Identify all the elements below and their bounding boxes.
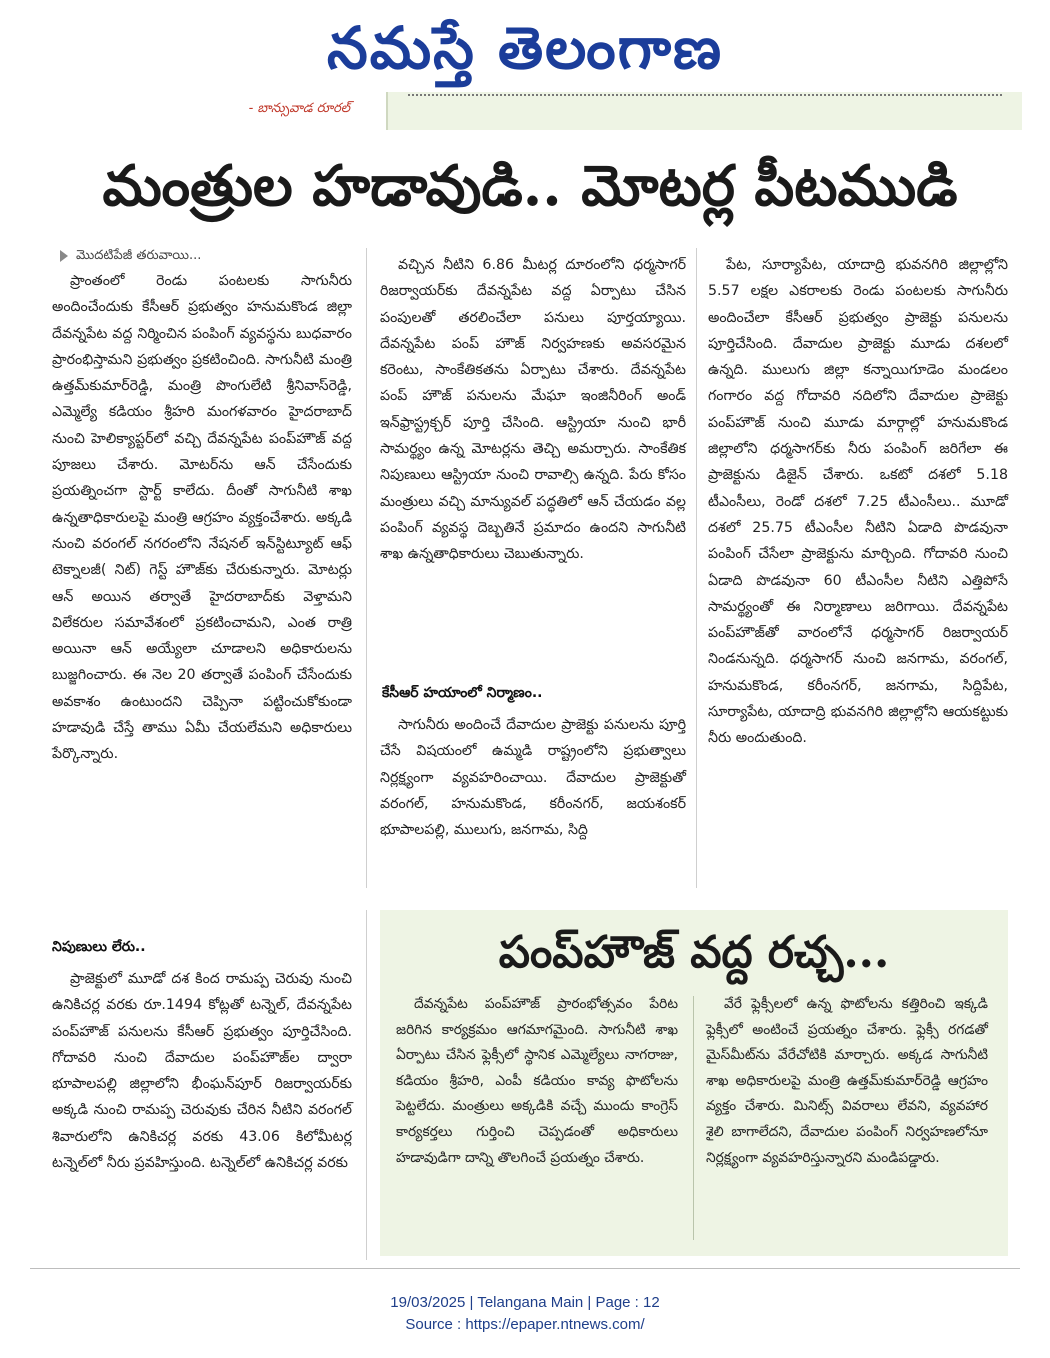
paragraph: వచ్చిన నీటిని 6.86 మీటర్ల దూరంలోని ధర్మసాగర్ రిజర్వాయర్‌కు దేవన్నపేట వద్ద ఏర్పాటు చేసిన పంపులతో తరలించేలా పనులు పూర్తయ్యాయి. దేవన్నపేట పంప్ హౌజ్ నిర్వహణకు అవసరమైన కరెంటు, సాంకేతికతను ఏర్పాటు చేశారు. దేవన్నపేట పంప్ హౌజ్ పనులను మేఘా ఇంజినీరింగ్ అండ్ ఇన్‌ఫ్రాస్ట్రక్చర్ పూర్తి చేసింది. ఆస్ట్రియా నుంచి భారీ సామర్థ్యం ఉన్న మోటర్లను తెచ్చి అమర్చారు. సాంకేతిక నిపుణులు ఆస్ట్రియా నుంచి రావాల్సి ఉన్నది. పేరు కోసం మంత్రులు వచ్చి మాన్యువల్ పద్ధతిలో ఆన్ చేయడం వల్ల పంపింగ్ వ్యవస్థ దెబ్బతినే ప్రమాదం ఉందని సాగునీటి శాఖ ఉన్నతాధికారులు చెబుతున్నారు. xyxy=(380,257,686,563)
dateline: - బాన్సువాడ రూరల్ xyxy=(248,101,350,116)
paragraph: ప్రాజెక్టులో మూడో దశ కింద రామప్ప చెరువు నుంచి ఉనికిచర్ల వరకు రూ.1494 కోట్లతో టన్నెల్, దేవన్నపేట పంప్‌హౌజ్ పనులను కేసీఆర్ ప్రభుత్వం పూర్తిచేసింది. గోదావరి నుంచి దేవాదుల పంప్‌హౌజ్‌ల ద్వారా భూపాలపల్లి జిల్లాలోని భీంఘన్‌పూర్ రిజర్వాయర్‌కు అక్కడి నుంచి రామప్ప చెరువుకు చేరిన నీటిని వరంగల్ శివారులోని ఉనికిచర్ల వరకు 43.06 కిలోమీటర్ల టన్నెల్‌లో నీరు ప్రవహిస్తుంది. టన్నెల్‌లో ఉనికిచర్ల వరకు xyxy=(52,971,352,1172)
column-divider xyxy=(696,248,697,888)
paragraph: సాగునీరు అందించే దేవాదుల ప్రాజెక్టు పనులను పూర్తి చేసే విషయంలో ఉమ్మడి రాష్ట్రంలోని ప్రభుత్వాలు నిర్లక్ష్యంగా వ్యవహరించాయి. దేవాదుల ప్రాజెక్టుతో వరంగల్, హనుమకొండ, కరీంనగర్, జయశంకర్ భూపాలపల్లి, ములుగు, జనగామ, సిద్ది xyxy=(380,717,686,839)
sidebar-box xyxy=(380,910,1008,1256)
article-column-3 xyxy=(708,252,1008,752)
paragraph: దేవన్నపేట పంప్‌హౌజ్ ప్రారంభోత్సవం పేరిట జరిగిన కార్యక్రమం ఆగమాగమైంది. సాగునీటి శాఖ ఏర్పాటు చేసిన ఫ్లెక్సీలో స్థానిక ఎమ్మెల్యేలు నాగరాజు, కడియం శ్రీహరి, ఎంపీ కడియం కావ్య ఫొటోలను పెట్టలేదు. మంత్రులు అక్కడికి వచ్చే ముందు కాంగ్రెస్ కార్యకర్తలు గుర్తించి చెప్పడంతో అధికారులు హడావుడిగా దాన్ని తొలగించే ప్రయత్నం చేశారు. xyxy=(396,996,678,1166)
article-column-2-continued xyxy=(380,712,686,843)
box-headline: పంప్‌హౌజ్ వద్ద రచ్చ... xyxy=(498,927,890,978)
column-divider xyxy=(366,910,367,1260)
clipped-text-edge xyxy=(408,94,1002,100)
paragraph: పేట, సూర్యాపేట, యాదాద్రి భువనగిరి జిల్లాల్లోని 5.57 లక్షల ఎకరాలకు రెండు పంటలకు సాగునీరు అందించేలా కేసీఆర్ ప్రభుత్వం ప్రాజెక్టు పనులను పూర్తిచేసింది. దేవాదుల ప్రాజెక్టు మూడు దశలలో ఉన్నది. ములుగు జిల్లా కన్నాయిగూడెం మండలం గంగారం వద్ద గోదావరి నదిలోని దేవాదుల ప్రాజెక్టు పంప్‌హౌజ్ నుంచి మూడు మార్గాల్లో హనుమకొండ జిల్లాలోని ధర్మసాగర్‌కు నీరు పంపింగ్ జరిగేలా ఈ ప్రాజెక్టును డిజైన్ చేశారు. ఒకటో దశలో 5.18 టీఎంసీలు, రెండో దశలో 7.25 టీఎంసీలు.. మూడో దశలో 25.75 టీఎంసీల నీటిని ఏడాది పొడవునా పంపింగ్ చేసేలా ప్రాజెక్టును మార్చింది. గోదావరి నుంచి ఏడాది పొడవునా 60 టీఎంసీల నీటిని ఎత్తిపోసే సామర్థ్యంతో ఈ నిర్మాణాలు జరిగాయి. దేవన్నపేట పంప్‌హౌజ్‌తో వారంలోనే ధర్మసాగర్ రిజర్వాయర్ నిండనున్నది. ధర్మసాగర్ నుంచి జనగామ, వరంగల్, హనుమకొండ, కరీంనగర్, జనగామ, సిద్దిపేట, సూర్యాపేట, యాదాద్రి భువనగిరి జిల్లాల్లోని ఆయకట్టుకు నీరు అందుతుంది. xyxy=(708,257,1008,747)
kicker-text: మొదటిపేజీ తరువాయి... xyxy=(76,248,202,263)
page-bottom-rule xyxy=(30,1268,1020,1269)
footer xyxy=(0,1292,1050,1336)
continuation-kicker xyxy=(60,244,350,268)
footer-date-edition: 19/03/2025 | Telangana Main | Page : 12 xyxy=(390,1294,660,1311)
article-column-1-continued xyxy=(52,966,352,1176)
article-column-2 xyxy=(380,252,686,568)
paragraph: ప్రాంతంలో రెండు పంటలకు సాగునీరు అందించేందుకు కేసీఆర్ ప్రభుత్వం హనుమకొండ జిల్లా దేవన్నపేట వద్ద నిర్మించిన పంపింగ్ వ్యవస్థను బుధవారం ప్రారంభిస్తామని ప్రభుత్వం ప్రకటించింది. సాగునీటి మంత్రి ఉత్తమ్‌కుమార్‌రెడ్డి, మంత్రి పొంగులేటి శ్రీనివాస్‌రెడ్డి, ఎమ్మెల్యే కడియం శ్రీహరి మంగళవారం హైదరాబాద్ నుంచి హెలిక్యాప్టర్‌లో వచ్చి దేవన్నపేట పంప్‌హౌజ్ వద్ద పూజలు చేశారు. మోటర్‌ను ఆన్ చేసేందుకు ప్రయత్నించగా స్టార్ట్ కాలేదు. దీంతో సాగునీటి శాఖ ఉన్నతాధికారులపై మంత్రి ఆగ్రహం వ్యక్తంచేశారు. అక్కడి నుంచి వరంగల్ నగరంలోని నేషనల్ ఇన్‌స్టిట్యూట్ ఆఫ్ టెక్నాలజీ( నిట్) గెస్ట్ హౌజ్‌కు చేరుకున్నారు. మోటర్లు ఆన్ అయిన తర్వాతే హైదరాబాద్‌కు వెళ్తామని విలేకరుల సమావేశంలో ప్రకటించామని, ఎంత రాత్రి అయినా ఆన్ అయ్యేలా చూడాలని అధికారులను బుజ్జగించారు. ఈ నెల 20 తర్వాతే పంపింగ్ చేసేందుకు అవకాశం ఉంటుందని చెప్పినా పట్టించుకోకుండా హడావుడి చేస్తే తాము ఏమీ చేయలేమని అధికారులు పేర్కొన్నారు. xyxy=(52,273,352,763)
box-divider xyxy=(693,996,694,1240)
column-divider xyxy=(366,248,367,888)
box-column-right xyxy=(706,992,988,1171)
arrow-icon xyxy=(60,250,68,262)
masthead-logo: నమస్తే తెలంగాణ xyxy=(327,14,723,82)
teaser-strip xyxy=(386,92,1022,130)
box-column-left xyxy=(396,992,678,1171)
article-column-1 xyxy=(52,268,352,768)
paragraph: వేరే ఫ్లెక్సీలలో ఉన్న ఫొటోలను కత్తిరించి ఇక్కడి ఫ్లెక్సీలో అంటించే ప్రయత్నం చేశారు. ఫ్లెక్సీ రగడతో మైస్‌మీట్‌ను వేరేచోటికి మార్చారు. అక్కడ సాగునీటి శాఖ అధికారులపై మంత్రి ఉత్తమ్‌కుమార్‌రెడ్డి ఆగ్రహం వ్యక్తం చేశారు. మినిట్స్ వివరాలు లేవని, వ్యవహార శైలి బాగాలేదని, దేవాదుల పంపింగ్ నిర్వహణలోనూ నిర్లక్ష్యంగా వ్యవహరిస్తున్నారని మండిపడ్డారు. xyxy=(706,996,988,1166)
subheading-experts: నిపుణులు లేరు.. xyxy=(52,939,146,955)
subheading-kcr-era: కేసీఆర్ హయాంలో నిర్మాణం.. xyxy=(382,685,543,701)
footer-source: Source : https://epaper.ntnews.com/ xyxy=(405,1316,645,1333)
headline: మంత్రుల హడావుడి.. మోటర్ల పీటముడి xyxy=(102,153,958,219)
